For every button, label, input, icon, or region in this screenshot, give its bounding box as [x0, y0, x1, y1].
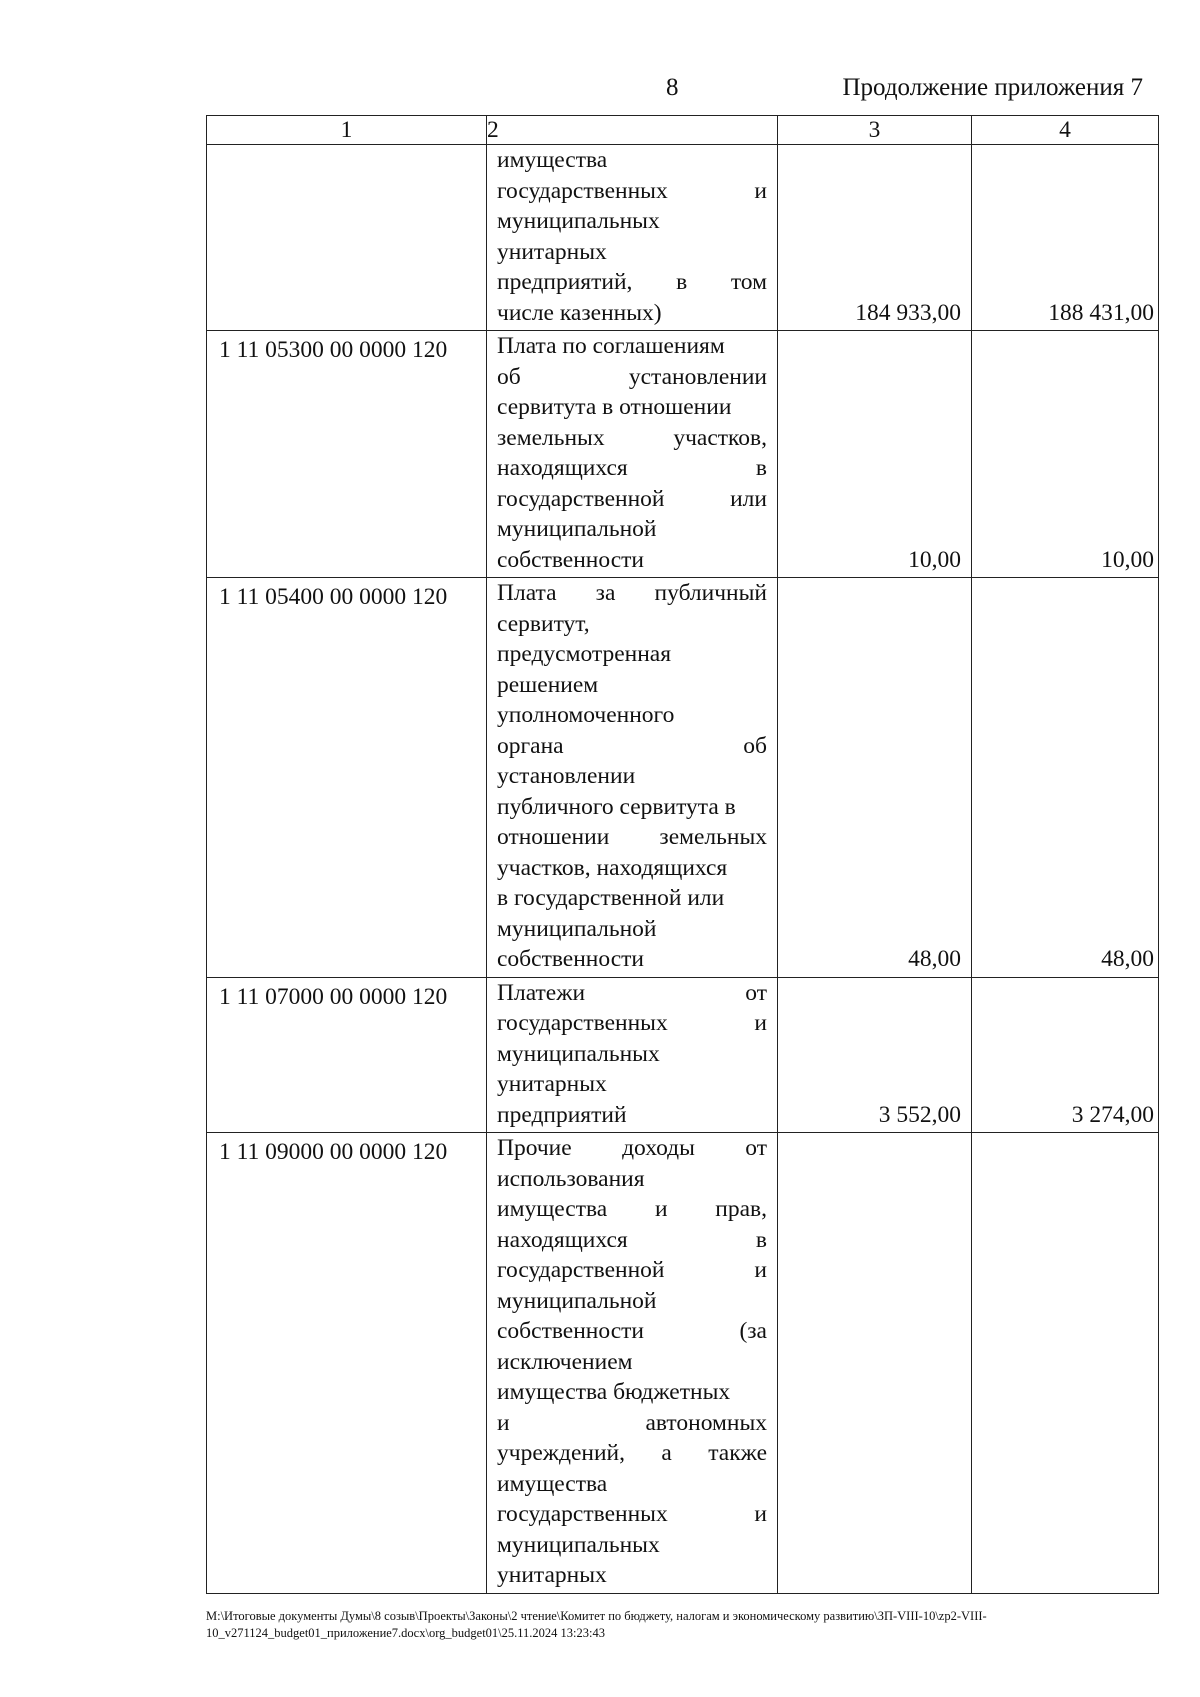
description-line	[497, 206, 767, 237]
amount-col3-cell: 10,00	[778, 331, 972, 578]
amount-col3-cell: 184 933,00	[778, 145, 972, 331]
description-line	[497, 362, 767, 393]
document-path-footer: M:\Итоговые документы Думы\8 созыв\Проекты\Законы\2 чтение\Комитет по бюджету, налогам и экономическому развитию\ЗП-VIII-10\zp2-VIII-10_v271124_budget01_приложение7.docx\org_budget01\25.11.2024 13:23:43	[206, 1609, 987, 1640]
description-word: предприятий	[497, 1101, 627, 1128]
description-word: учреждений,	[497, 1440, 625, 1466]
description-word: находящихся	[497, 1226, 628, 1253]
description-line	[497, 578, 767, 609]
description-word: Прочие	[497, 1135, 572, 1161]
description-word: публичного сервитута в	[497, 793, 736, 820]
description-word: решением	[497, 671, 599, 698]
amount-col4-cell: 48,00	[972, 578, 1159, 978]
description-word: имущества	[497, 1196, 608, 1222]
description-line	[497, 1133, 767, 1164]
description-line	[497, 484, 767, 515]
description-line	[497, 883, 767, 914]
description-word: от	[745, 1135, 767, 1161]
description-cell	[487, 977, 778, 1133]
description-line	[497, 1408, 767, 1439]
description-word: имущества бюджетных	[497, 1379, 731, 1405]
description-line	[497, 822, 767, 853]
description-line	[497, 1008, 767, 1039]
column-header-1: 1	[207, 116, 487, 145]
table-row	[207, 331, 1159, 578]
description-word: (за	[739, 1318, 767, 1344]
description-word: муниципальной	[497, 516, 657, 542]
description-line	[497, 670, 767, 701]
description-word: предусмотренная	[497, 641, 672, 667]
description-line	[497, 1069, 767, 1100]
description-line	[497, 914, 767, 945]
description-word: от	[745, 979, 767, 1006]
description-word: а	[661, 1440, 672, 1466]
description-line	[497, 944, 767, 975]
description-word: и	[754, 177, 767, 204]
description-cell	[487, 145, 778, 331]
description-line	[497, 1039, 767, 1070]
description-word: собственности	[497, 946, 644, 972]
description-line	[497, 1347, 767, 1378]
description-line	[497, 853, 767, 884]
description-word: и	[654, 1196, 668, 1222]
budget-code-cell	[207, 145, 487, 331]
description-line	[497, 392, 767, 423]
description-word: собственности	[497, 546, 644, 573]
description-cell	[487, 578, 778, 978]
description-line	[497, 1194, 767, 1225]
description-cell	[487, 331, 778, 578]
table-row	[207, 578, 1159, 978]
amount-col4-cell	[972, 1133, 1159, 1594]
column-header-2: 2	[487, 116, 778, 145]
amount-col3-cell	[778, 1133, 972, 1594]
description-word: Плата по соглашениям	[497, 333, 725, 359]
description-line	[497, 978, 767, 1009]
description-word: в	[676, 269, 688, 295]
description-line	[497, 298, 767, 329]
amount-col4-cell: 10,00	[972, 331, 1159, 578]
description-line	[497, 731, 767, 762]
description-line	[497, 237, 767, 268]
description-word: органа	[497, 732, 564, 759]
amount-col3-cell: 3 552,00	[778, 977, 972, 1133]
description-line	[497, 1255, 767, 1286]
description-word: уполномоченного	[497, 702, 675, 728]
description-word: унитарных	[497, 238, 607, 265]
table-row	[207, 977, 1159, 1133]
description-word: и	[754, 1501, 767, 1527]
description-word: муниципальных	[497, 1531, 660, 1558]
description-word: находящихся	[497, 455, 628, 481]
description-word: государственных	[497, 1010, 668, 1036]
description-line	[497, 1438, 767, 1469]
budget-table-container	[206, 115, 1156, 1594]
amount-col4-cell: 3 274,00	[972, 977, 1159, 1133]
description-line	[497, 1100, 767, 1131]
description-word: унитарных	[497, 1071, 607, 1097]
budget-code-cell: 1 11 05300 00 0000 120	[207, 331, 487, 578]
table-row	[207, 145, 1159, 331]
description-word: установлении	[497, 763, 636, 789]
description-line	[497, 700, 767, 731]
description-word: земельных	[659, 824, 767, 850]
amount-col3-cell: 48,00	[778, 578, 972, 978]
description-word: и	[754, 1010, 767, 1036]
column-header-3: 3	[778, 116, 972, 145]
description-line	[497, 453, 767, 484]
description-line	[497, 1377, 767, 1408]
description-word: имущества	[497, 1470, 608, 1497]
description-word: прав,	[715, 1196, 767, 1222]
description-word: сервитут,	[497, 610, 590, 637]
description-line	[497, 1164, 767, 1195]
appendix-continuation-note: Продолжение приложения 7	[842, 74, 1143, 101]
description-cell	[487, 1133, 778, 1594]
description-word: в	[755, 455, 767, 481]
description-word: земельных	[497, 424, 605, 451]
description-word: установлении	[628, 363, 767, 390]
description-line	[497, 639, 767, 670]
description-line	[497, 1316, 767, 1347]
description-word: предприятий,	[497, 269, 633, 295]
description-line	[497, 267, 767, 298]
column-header-4: 4	[972, 116, 1159, 145]
description-word: отношении	[497, 824, 610, 850]
description-line	[497, 423, 767, 454]
description-word: также	[708, 1440, 767, 1466]
description-word: муниципальных	[497, 208, 660, 234]
description-word: государственных	[497, 177, 668, 204]
budget-code-cell: 1 11 09000 00 0000 120	[207, 1133, 487, 1594]
description-word: том	[730, 269, 767, 295]
description-word: публичный	[654, 580, 767, 606]
description-word: и	[754, 1257, 767, 1283]
amount-col4-cell: 188 431,00	[972, 145, 1159, 331]
description-word: участков, находящихся	[497, 854, 728, 881]
description-word: доходы	[622, 1135, 695, 1161]
description-word: Плата	[497, 580, 557, 606]
description-word: сервитута в отношении	[497, 394, 732, 420]
description-word: за	[595, 580, 616, 606]
table-row	[207, 1133, 1159, 1594]
description-word: исключением	[497, 1348, 633, 1375]
description-line	[497, 176, 767, 207]
budget-code-cell: 1 11 07000 00 0000 120	[207, 977, 487, 1133]
budget-code-cell: 1 11 05400 00 0000 120	[207, 578, 487, 978]
description-word: и	[497, 1409, 510, 1436]
description-word: в государственной или	[497, 885, 725, 911]
description-line	[497, 514, 767, 545]
description-line	[497, 1499, 767, 1530]
description-word: Платежи	[497, 979, 586, 1006]
description-word: государственной	[497, 1257, 665, 1283]
description-word: унитарных	[497, 1562, 607, 1588]
description-word: в	[755, 1226, 767, 1253]
description-word: имущества	[497, 147, 608, 173]
description-line	[497, 331, 767, 362]
description-line	[497, 609, 767, 640]
description-word: участков,	[673, 424, 767, 451]
description-word: муниципальной	[497, 915, 657, 942]
description-line	[497, 761, 767, 792]
description-word: государственной	[497, 485, 665, 512]
description-line	[497, 545, 767, 576]
description-line	[497, 1560, 767, 1591]
description-line	[497, 1225, 767, 1256]
description-line	[497, 1530, 767, 1561]
description-word: муниципальных	[497, 1040, 660, 1067]
description-word: об	[497, 363, 521, 390]
table-header-row	[207, 116, 1159, 145]
description-word: автономных	[645, 1409, 767, 1436]
description-line	[497, 145, 767, 176]
description-line	[497, 792, 767, 823]
budget-table	[206, 115, 1159, 1594]
table-body	[207, 145, 1159, 1594]
description-word: об	[743, 732, 767, 759]
description-word: государственных	[497, 1501, 668, 1527]
description-word: муниципальной	[497, 1287, 657, 1314]
description-word: или	[730, 485, 767, 512]
page-number: 8	[666, 74, 679, 101]
description-word: использования	[497, 1165, 645, 1192]
description-line	[497, 1469, 767, 1500]
description-word: числе казенных)	[497, 299, 662, 326]
description-word: собственности	[497, 1318, 644, 1344]
description-line	[497, 1286, 767, 1317]
